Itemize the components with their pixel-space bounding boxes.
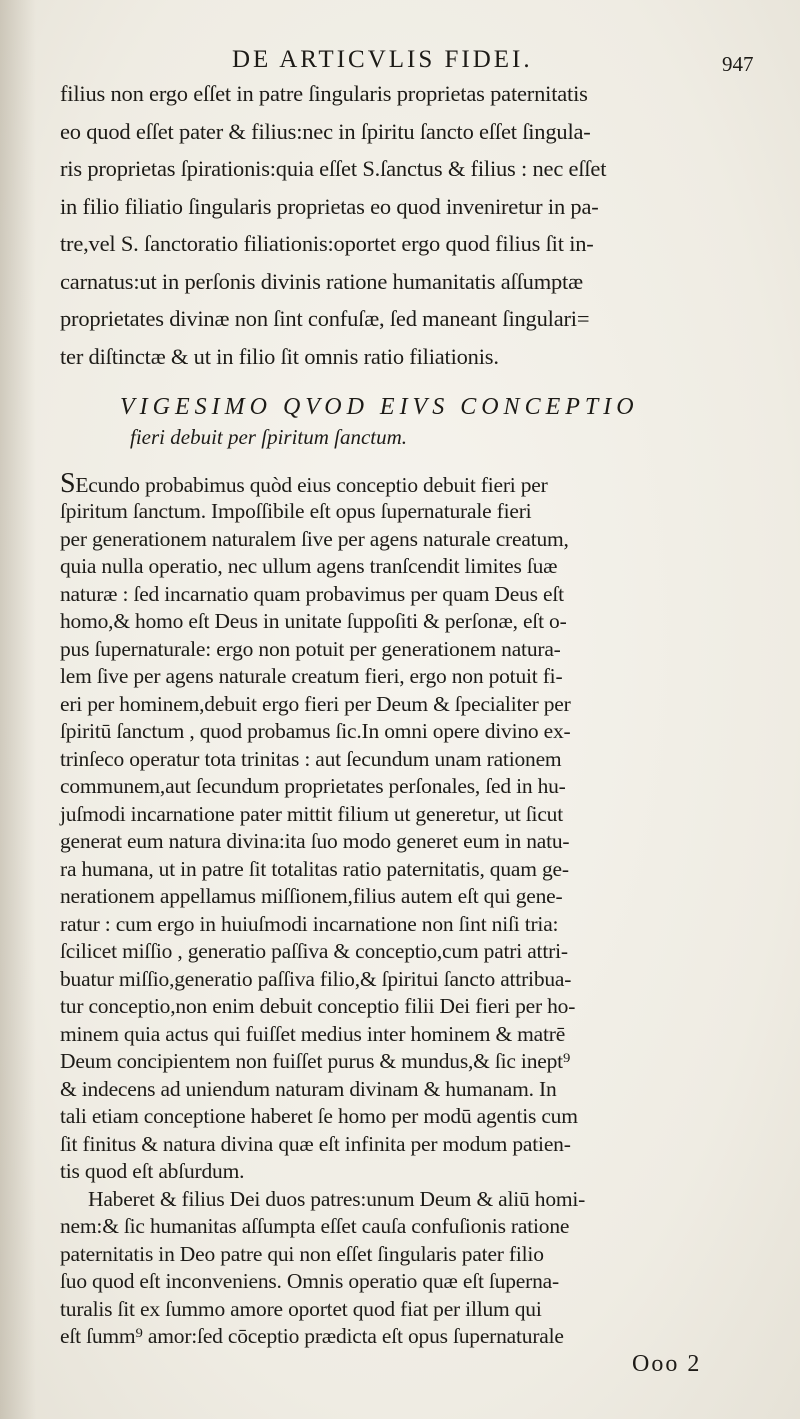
running-title: DE ARTICVLIS FIDEI. (232, 46, 533, 73)
text-line: ra humana, ut in patre ſit totalitas ratio paternitatis, quam ge- (60, 856, 569, 881)
catchword: Ooo 2 (632, 1351, 702, 1378)
text-line: filius non ergo eſſet in patre ſingularis proprietas paternitatis (60, 81, 588, 106)
text-line: proprietates divinæ non ſint confuſæ, ſed maneant ſingulari= (60, 306, 590, 331)
text-line: in filio filiatio ſingularis proprietas eo quod inveniretur in pa- (60, 194, 599, 219)
text-line: turalis ſit ex ſummo amore oportet quod fiat per illum qui (60, 1296, 542, 1321)
text-line: ſuo quod eſt inconveniens. Omnis operatio quæ eſt ſuperna- (60, 1269, 559, 1294)
text-line: ſpiritū ſanctum , quod probamus ſic.In omni opere divino ex- (60, 719, 571, 744)
text-line: lem ſive per agens naturale creatum fieri, ergo non potuit fi- (60, 664, 563, 689)
text-line-first (60, 470, 548, 499)
text-line: carnatus:ut in perſonis divinis ratione humanitatis aſſumptæ (60, 269, 583, 294)
text-line: juſmodi incarnatione pater mittit filium ut generetur, ut ſicut (60, 801, 564, 826)
text-line: tur conceptio,non enim debuit conceptio filii Dei fieri per ho- (60, 994, 576, 1019)
drop-initial: S (60, 468, 76, 499)
text-line: trinſeco operatur tota trinitas : aut ſecundum unam rationem (60, 746, 562, 771)
text-line: ris proprietas ſpirationis:quia eſſet S.ſanctus & filius : nec eſſet (60, 156, 607, 181)
text-line: eri per hominem,debuit ergo fieri per Deum & ſpecialiter per (60, 691, 571, 716)
text-line: nerationem appellamus miſſionem,filius autem eſt qui gene- (60, 884, 563, 909)
section-heading: VIGESIMO QVOD EIVS CONCEPTIO (120, 394, 639, 420)
text-line: minem quia actus qui fuiſſet medius inter hominem & matrē (60, 1021, 566, 1046)
text-line: nem:& ſic humanitas aſſumpta eſſet cauſa confuſionis ratione (60, 1214, 570, 1239)
text-line: ſpiritum ſanctum. Impoſſibile eſt opus ſupernaturale fieri (60, 499, 532, 524)
text-line: naturæ : ſed incarnatio quam probavimus per quam Deus eſt (60, 581, 564, 606)
text-line: tis quod eſt abſurdum. (60, 1159, 245, 1184)
text-line: & indecens ad uniendum naturam divinam & humanam. In (60, 1076, 557, 1101)
text-line: homo,& homo eſt Deus in unitate ſuppoſiti & perſonæ, eſt o- (60, 609, 567, 634)
section-subheading: fieri debuit per ſpiritum ſanctum. (130, 425, 408, 449)
text-line: ſcilicet miſſio , generatio paſſiva & conceptio,cum patri attri- (60, 939, 568, 964)
text-line: buatur miſſio,generatio paſſiva filio,& ſpiritui ſancto attribua- (60, 966, 572, 991)
text-line: generat eum natura divina:ita ſuo modo generet eum in natu- (60, 829, 570, 854)
text-line: tali etiam conceptione haberet ſe homo per modū agentis cum (60, 1104, 578, 1129)
text-line: ſit finitus & natura divina quæ eſt infinita per modum patien- (60, 1131, 571, 1156)
page-number: 947 (722, 52, 754, 76)
text-line-rest: Ecundo probabimus quòd eius conceptio debuit fieri per (75, 473, 548, 497)
text-line: Deum concipientem non fuiſſet purus & mundus,& ſic inept⁹ (60, 1049, 571, 1074)
text-line: tre,vel S. ſanctoratio filiationis:oportet ergo quod filius ſit in- (60, 231, 594, 256)
text-line: quia nulla operatio, nec ullum agens tranſcendit limites ſuæ (60, 554, 558, 579)
text-line: ter diſtinctæ & ut in filio ſit omnis ratio filiationis. (60, 344, 499, 369)
running-head (0, 6, 800, 76)
text-line: pus ſupernaturale: ergo non potuit per generationem natura- (60, 636, 561, 661)
text-line: eſt ſumm⁹ amor:ſed cōceptio prædicta eſt opus ſupernaturale (60, 1324, 564, 1348)
gutter-shadow (0, 0, 36, 1419)
text-line: per generationem naturalem ſive per agens naturale creatum, (60, 526, 569, 551)
text-line: Haberet & filius Dei duos patres:unum Deum & aliū homi- (88, 1186, 586, 1211)
text-line: paternitatis in Deo patre qui non eſſet ſingularis pater filio (60, 1241, 544, 1266)
text-line: eo quod eſſet pater & filius:nec in ſpiritu ſancto eſſet ſingula- (60, 119, 591, 144)
text-line: ratur : cum ergo in huiuſmodi incarnatione non ſint niſi tria: (60, 911, 559, 936)
text-line: communem,aut ſecundum proprietates perſonales, ſed in hu- (60, 774, 566, 799)
